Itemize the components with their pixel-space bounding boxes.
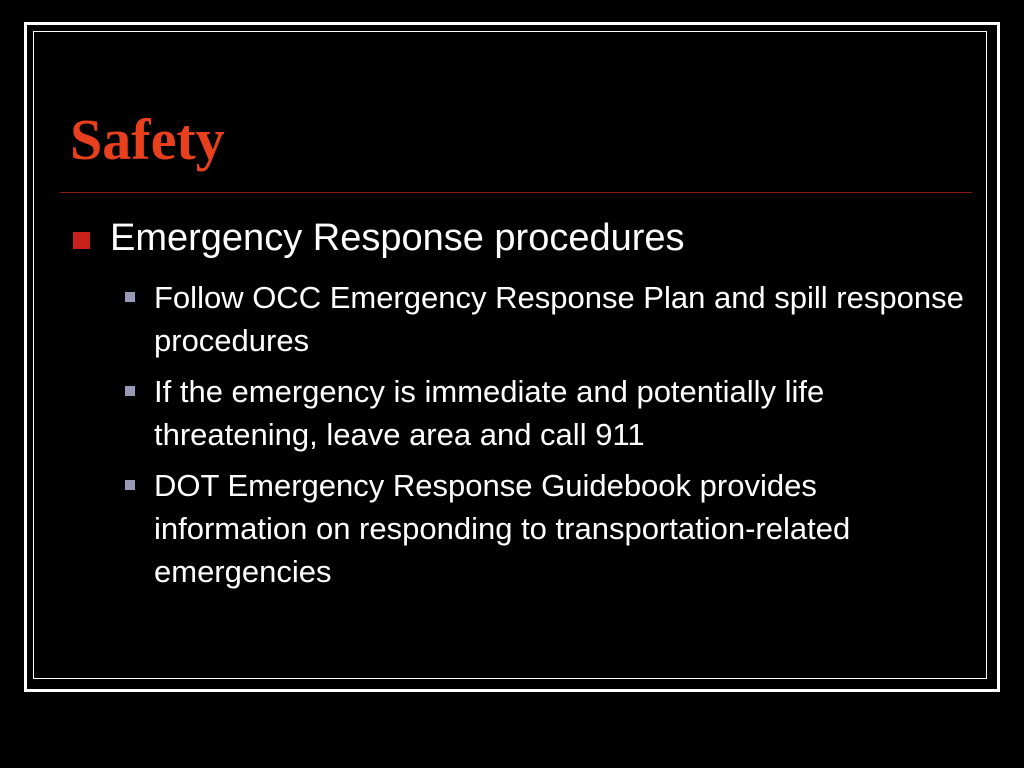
sub-bullet-text: If the emergency is immediate and potentially life threatening, leave area and call 911 xyxy=(154,374,825,452)
sub-bullet-item xyxy=(125,276,965,362)
bullet-level1: Emergency Response procedures xyxy=(110,217,685,259)
square-bullet-icon xyxy=(125,386,135,396)
square-bullet-icon xyxy=(73,232,90,249)
sub-bullet-text: DOT Emergency Response Guidebook provides information on responding to transportation-related emergencies xyxy=(154,468,851,589)
sub-bullet-item xyxy=(125,464,965,593)
square-bullet-icon xyxy=(125,292,135,302)
sub-bullet-list xyxy=(125,276,965,601)
square-bullet-icon xyxy=(125,480,135,490)
sub-bullet-item xyxy=(125,370,965,456)
sub-bullet-text: Follow OCC Emergency Response Plan and spill response procedures xyxy=(154,280,964,358)
slide-title: Safety xyxy=(70,107,225,172)
